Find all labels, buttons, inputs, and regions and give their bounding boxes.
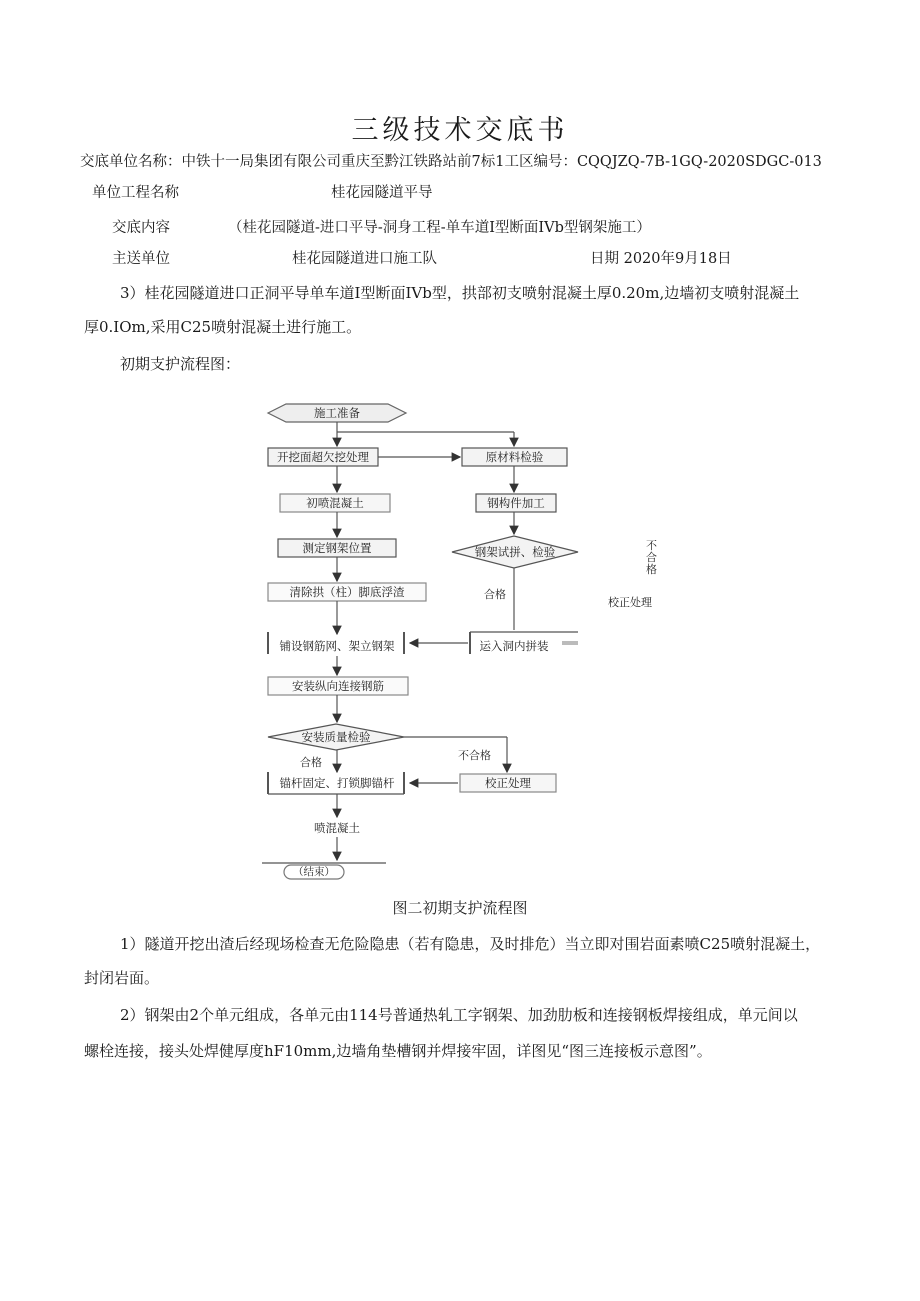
flow-node-spray-concrete: 喷混凝土	[314, 821, 360, 835]
recipient-value: 桂花园隧道进口施工队	[292, 251, 437, 267]
flow-node-raw-material: 原材料检验	[485, 450, 544, 464]
content-value: （桂花园隧道-进口平导-洞身工程-单车道I型断面IVb型钢架施工）	[228, 220, 651, 236]
flow-node-correction-right: 校正处理	[608, 596, 652, 609]
document-title: 三级技术交底书	[351, 115, 569, 146]
flow-node-quality-check: 安装质量检验	[301, 730, 371, 744]
flowchart-intro: 初期支护流程图：	[120, 355, 241, 373]
header-line: 交底单位名称：中铁十一局集团有限公司重庆至黔江铁路站前7标1工区编号：CQQJZQ-7B-1GQ-2020SDGC-013	[80, 154, 822, 170]
paragraph-3-line-2: 厚0.IOm,采用C25喷射混凝土进行施工。	[84, 318, 362, 336]
paragraph-1-line-2: 封闭岩面。	[84, 969, 160, 987]
flow-label-fail-2: 不合格	[458, 749, 491, 762]
content-label: 交底内容	[112, 220, 170, 236]
flow-node-anchor-fix: 锚杆固定、打锁脚锚杆	[279, 776, 395, 790]
flow-node-excavation: 开挖面超欠挖处理	[277, 450, 369, 464]
unit-project-label: 单位工程名称	[92, 185, 179, 201]
paragraph-3-line-1: 3）桂花园隧道进口正洞平导单车道I型断面IVb型，拱部初支喷射混凝土厚0.20m,边墙初支喷射混凝土	[120, 284, 800, 302]
flow-node-lay-mesh: 铺设钢筋网、架立钢架	[279, 639, 395, 653]
flow-node-measure-position: 测定钢架位置	[302, 541, 372, 555]
flow-node-initial-spray: 初喷混凝土	[306, 496, 364, 510]
paragraph-2-line-2: 螺栓连接，接头处焊健厚度hF10mm,边墙角垫槽钢并焊接牢固，详图见“图三连接板示意图”。	[84, 1042, 712, 1060]
flow-node-install-longitudinal: 安装纵向连接钢筋	[292, 679, 384, 693]
flow-node-trial-assembly: 钢架试拼、检验	[474, 545, 556, 559]
unit-project-value: 桂花园隧道平导	[331, 185, 433, 201]
flow-node-transport: 运入洞内拼装	[479, 639, 549, 653]
flow-label-pass-2: 合格	[300, 756, 322, 769]
figure-caption: 图二初期支护流程图	[392, 899, 528, 917]
flow-node-clear-residue: 清除拱（柱）脚底浮渣	[289, 585, 405, 599]
flow-node-end: （结束）	[293, 866, 335, 878]
flow-node-correction-bottom: 校正处理	[485, 776, 531, 790]
recipient-label: 主送单位	[112, 251, 170, 267]
paragraph-2-line-1: 2）钢架由2个单元组成，各单元由114号普通热轧工字钢架、加劲肋板和连接钢板焊接组成，单元间以	[120, 1006, 798, 1024]
flow-node-steel-processing: 钢构件加工	[487, 496, 545, 510]
flow-label-pass-1: 合格	[484, 588, 506, 601]
paragraph-1-line-1: 1）隧道开挖出渣后经现场检查无危险隐患（若有隐患，及时排危）当立即对围岩面素喷C25喷射混凝土，	[120, 935, 821, 953]
flow-node-start: 施工准备	[314, 406, 360, 420]
date-text: 日期 2020年9月18日	[590, 251, 732, 267]
flow-label-fail-vertical: 不合格	[646, 539, 657, 576]
